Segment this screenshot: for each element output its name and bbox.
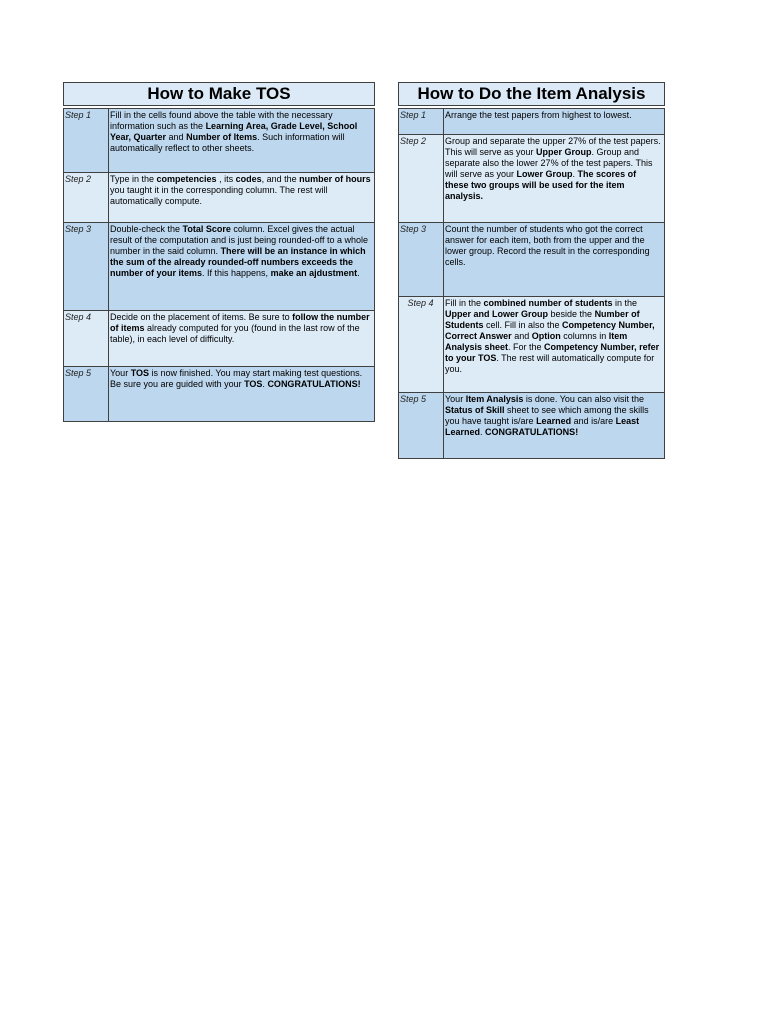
item-analysis-title: How to Do the Item Analysis <box>398 82 665 106</box>
step-text <box>109 109 375 173</box>
tos-step-row-5 <box>64 367 375 422</box>
step-text-bold: codes <box>235 174 262 184</box>
step-text-run: Fill in the <box>445 298 484 308</box>
step-text-run: . The rest will automatically compute for you. <box>445 353 655 374</box>
tos-panel <box>63 82 375 422</box>
step-label: Step 5 <box>399 393 444 459</box>
step-text-run: . <box>262 379 268 389</box>
tos-steps-table <box>63 108 375 422</box>
step-text-run: in the <box>612 298 638 308</box>
step-text-run: cell. Fill in also the <box>483 320 563 330</box>
step-text-run: Count the number of students who got the correct answer for each item, both from the upper and the lower group. Record the result in the corresponding cells. <box>445 224 650 267</box>
step-text-run: and <box>511 331 532 341</box>
tos-step-row-1 <box>64 109 375 173</box>
step-text-run: Type in the <box>110 174 157 184</box>
step-text-bold: Lower Group <box>516 169 573 179</box>
step-text-bold: TOS <box>244 379 263 389</box>
step-text <box>444 297 665 393</box>
step-text-bold: competencies <box>156 174 217 184</box>
step-text <box>109 223 375 311</box>
step-text <box>444 393 665 459</box>
step-text-bold: follow the number of items <box>110 312 370 333</box>
step-label: Step 1 <box>64 109 109 173</box>
step-text-run: . If this happens, <box>202 268 271 278</box>
step-text-bold: Status of Skill <box>445 405 505 415</box>
step-text-run: is done. You can also visit the <box>523 394 644 404</box>
step-text-run: sheet to see which among the skills you have taught is/are <box>445 405 649 426</box>
step-text-run: Fill in the cells found above the table with the necessary information such as the <box>110 110 333 131</box>
tos-step-row-2 <box>64 173 375 223</box>
step-text-run: . Such information will automatically reflect to other sheets. <box>110 132 345 153</box>
step-label: Step 2 <box>399 135 444 223</box>
step-text-run: column. Excel gives the actual result of the computation and is just being rounded-off to a whole number in the said column. <box>110 224 368 256</box>
step-text-run: beside the <box>548 309 595 319</box>
step-text <box>109 173 375 223</box>
step-text-run: . For the <box>508 342 545 352</box>
tos-step-row-4 <box>64 311 375 367</box>
step-text-bold: Upper and Lower Group <box>445 309 549 319</box>
step-text-bold: CONGRATULATIONS! <box>267 379 361 389</box>
step-text-bold: make an ajdustment <box>270 268 358 278</box>
step-text-bold: TOS <box>130 368 150 378</box>
step-text-bold: combined number of students <box>483 298 613 308</box>
step-text-run: Decide on the placement of items. Be sure to <box>110 312 293 322</box>
step-text-run: . <box>572 169 578 179</box>
step-label: Step 3 <box>64 223 109 311</box>
step-text-run: . Group and separate also the lower 27% of the test papers. This will serve as your <box>445 147 653 179</box>
ia-step-row-3 <box>399 223 665 297</box>
ia-step-row-1 <box>399 109 665 135</box>
step-text-run: Your <box>110 368 131 378</box>
step-label: Step 1 <box>399 109 444 135</box>
item-analysis-panel <box>398 82 665 459</box>
step-text-bold: Learning Area, Grade Level, School Year, Quarter <box>110 121 358 142</box>
step-text-bold: Competency Number, refer to your TOS <box>445 342 660 363</box>
ia-step-row-5 <box>399 393 665 459</box>
step-text-bold: The scores of these two groups will be used for the item analysis. <box>445 169 637 201</box>
step-label: Step 2 <box>64 173 109 223</box>
step-text-run: you taught it in the corresponding column. The rest will automatically compute. <box>110 185 328 206</box>
step-text-run: Double-check the <box>110 224 183 234</box>
step-text <box>444 135 665 223</box>
step-text-bold: Upper Group <box>536 147 592 157</box>
step-text-bold: Competency Number, Correct Answer <box>445 320 655 341</box>
step-label: Step 4 <box>399 297 444 393</box>
step-text-run: already computed for you (found in the last row of the table), in each level of difficulty. <box>110 323 360 344</box>
step-text-bold: Option <box>531 331 561 341</box>
step-label: Step 5 <box>64 367 109 422</box>
ia-step-row-2 <box>399 135 665 223</box>
step-text-bold: Number of Items <box>186 132 258 142</box>
tos-step-row-3 <box>64 223 375 311</box>
step-text-bold: Least Learned <box>445 416 640 437</box>
ia-step-row-4 <box>399 297 665 393</box>
step-text-bold: Item Analysis <box>465 394 524 404</box>
step-label: Step 3 <box>399 223 444 297</box>
step-text-bold: Number of Students <box>445 309 640 330</box>
step-text <box>444 109 665 135</box>
step-text-run: , its <box>216 174 236 184</box>
step-label: Step 4 <box>64 311 109 367</box>
step-text-run: and is/are <box>571 416 616 426</box>
step-text-run: Your <box>445 394 466 404</box>
step-text-run: Arrange the test papers from highest to lowest. <box>445 110 632 120</box>
step-text-bold: Learned <box>536 416 572 426</box>
step-text <box>444 223 665 297</box>
step-text-bold: CONGRATULATIONS! <box>485 427 579 437</box>
step-text-run: and <box>166 132 187 142</box>
tos-title: How to Make TOS <box>63 82 375 106</box>
item-analysis-steps-table <box>398 108 665 459</box>
step-text-bold: number of hours <box>299 174 371 184</box>
step-text-bold: There will be an instance in which the sum of the already rounded-off numbers exceeds the number of your items <box>110 246 366 278</box>
step-text <box>109 367 375 422</box>
step-text-bold: Item Analysis sheet <box>445 331 628 352</box>
step-text-run: Group and separate the upper 27% of the test papers. This will serve as your <box>445 136 661 157</box>
step-text-run: is now finished. You may start making test questions. Be sure you are guided with your <box>110 368 363 389</box>
step-text-run: , and the <box>261 174 300 184</box>
step-text-run: . <box>357 268 360 278</box>
step-text-run: . <box>480 427 486 437</box>
step-text-bold: Total Score <box>182 224 231 234</box>
step-text-run: columns in <box>560 331 609 341</box>
step-text <box>109 311 375 367</box>
